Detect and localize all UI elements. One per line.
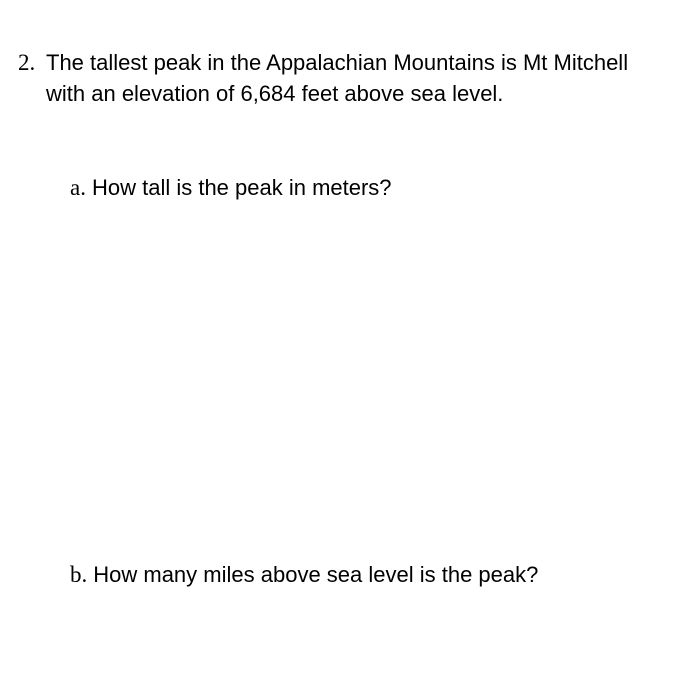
sub-question-b (70, 560, 538, 590)
sub-question-text: How tall is the peak in meters? (91, 175, 392, 200)
sub-question-a (70, 173, 392, 203)
question-text: The tallest peak in the Appalachian Mountains is Mt Mitchell with an elevation of 6,684 feet above sea level. (46, 50, 629, 106)
question-2 (18, 46, 658, 109)
sub-question-letter: b. (70, 562, 88, 587)
question-row (18, 46, 658, 109)
sub-question-letter: a. (70, 175, 86, 200)
question-number: 2. (18, 50, 36, 75)
sub-question-text: How many miles above sea level is the peak? (93, 562, 539, 587)
